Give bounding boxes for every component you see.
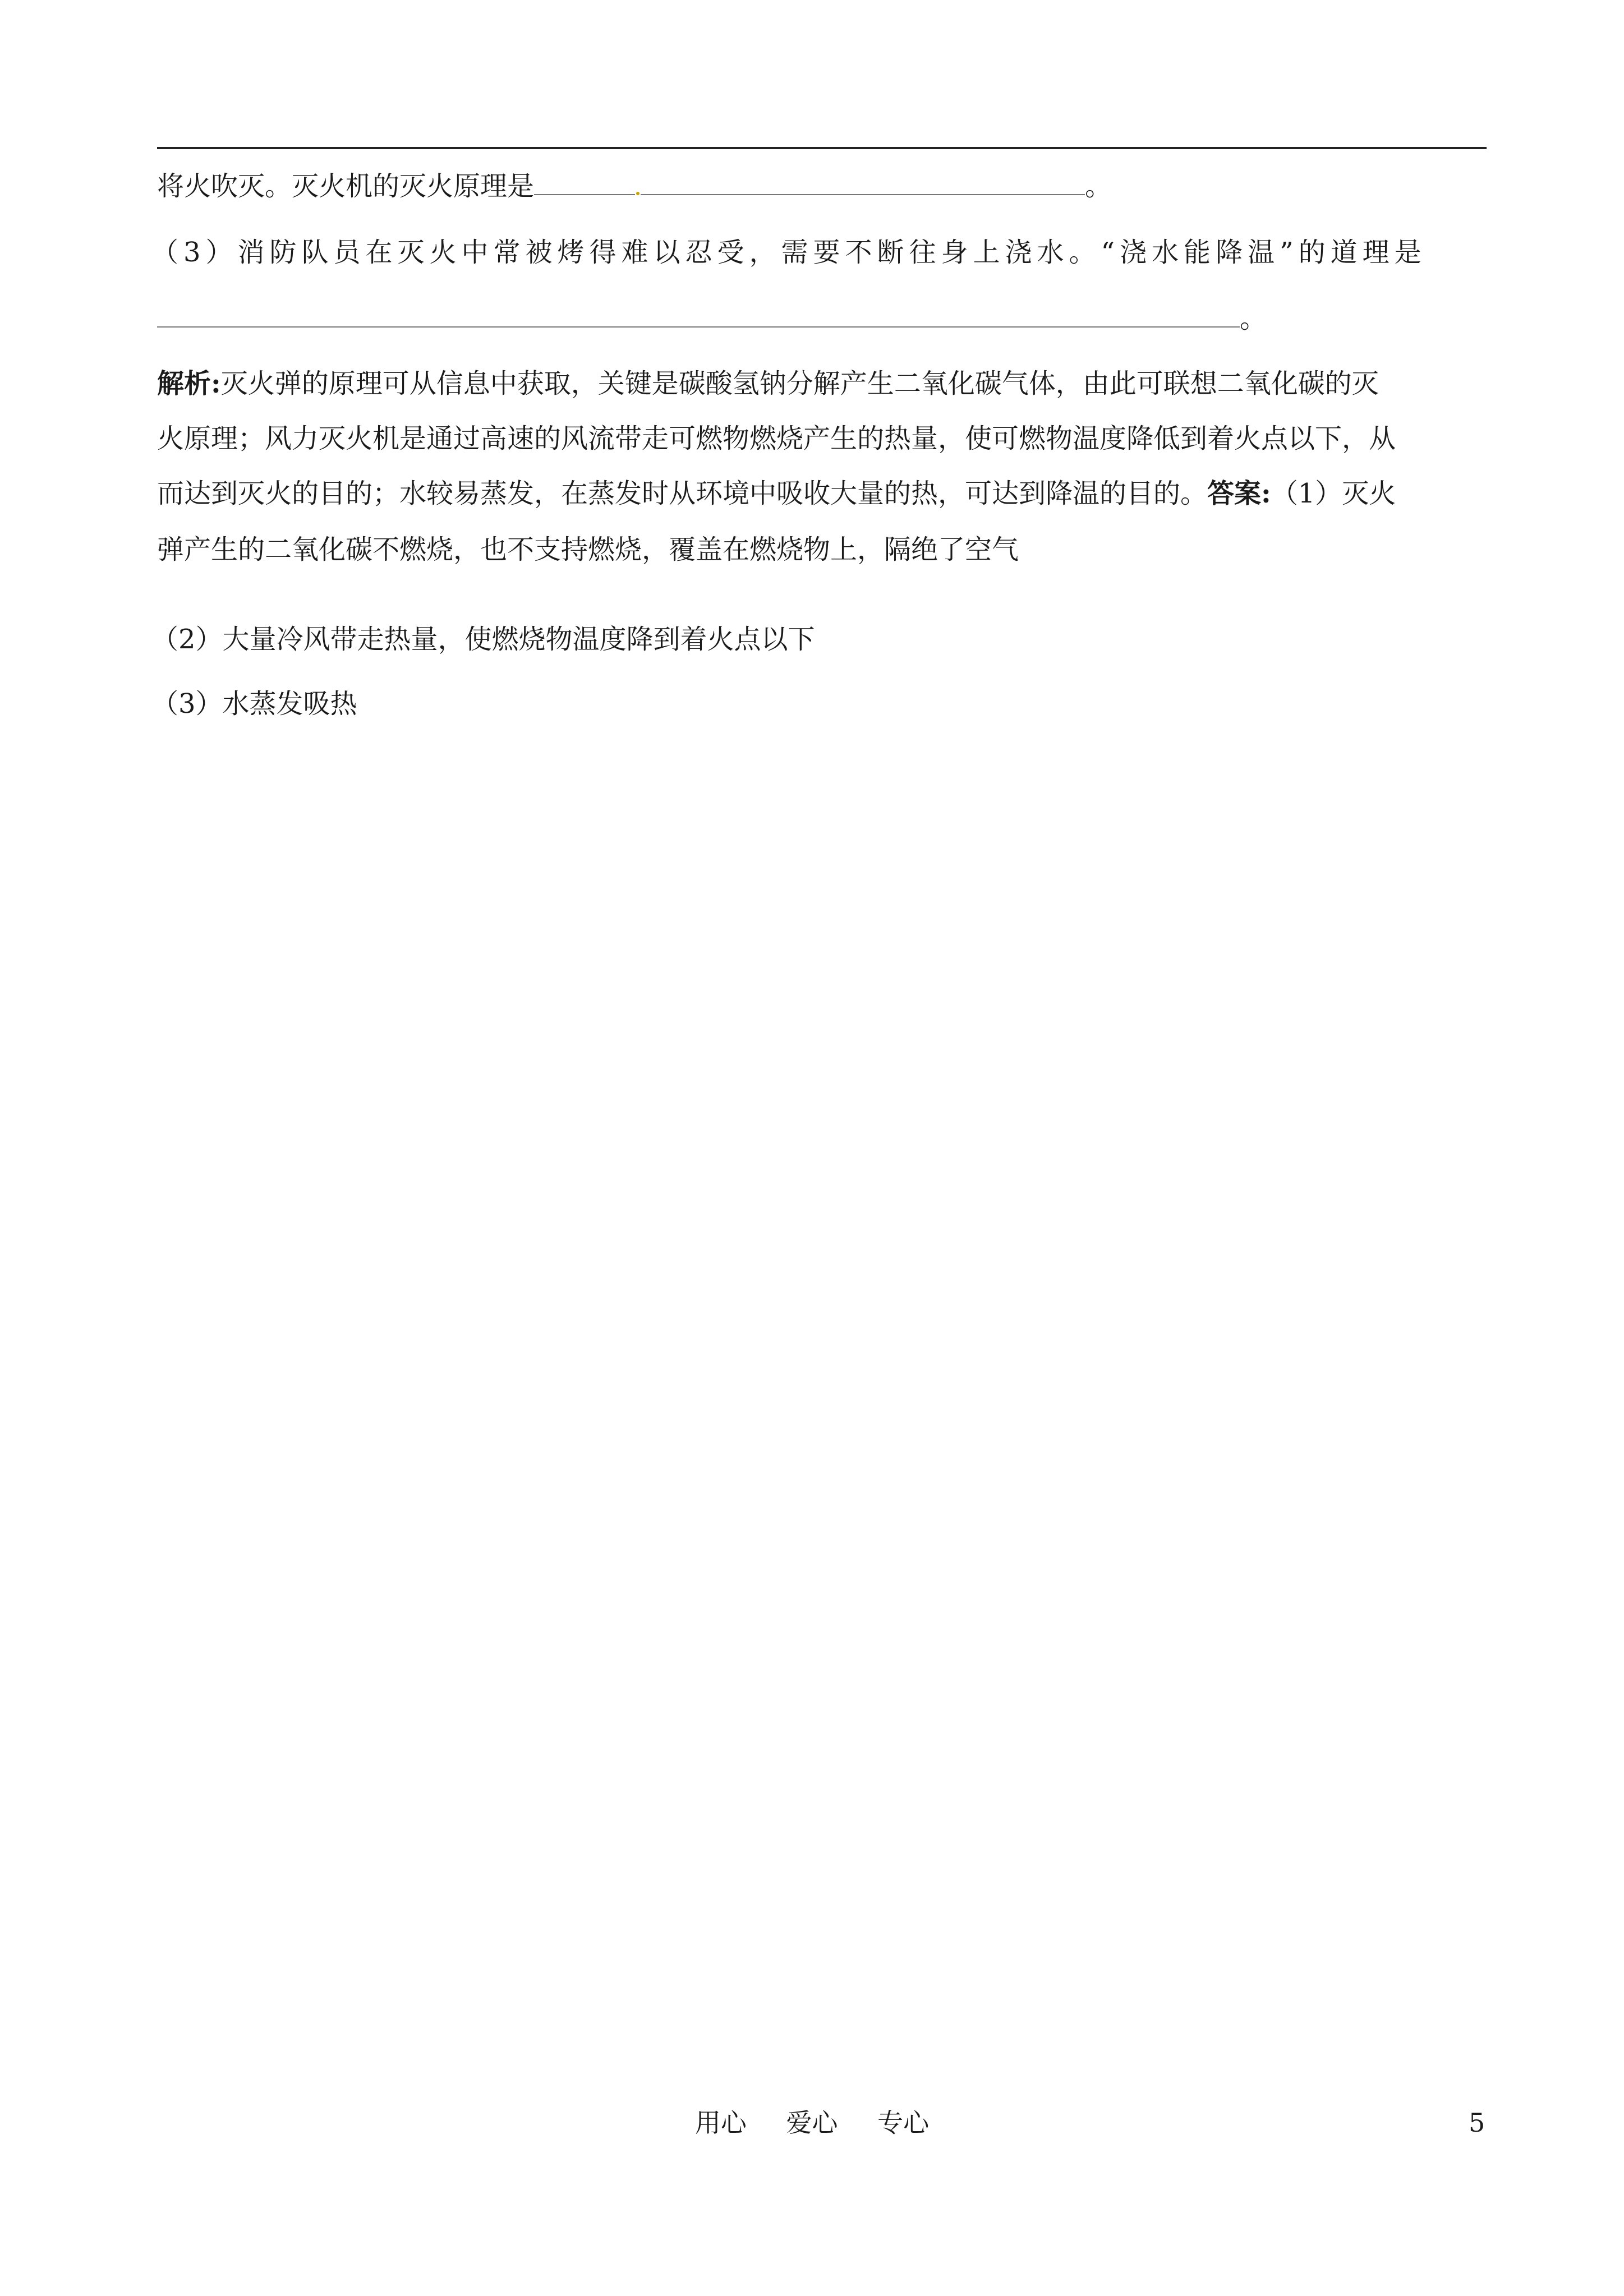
answer-2: （2）大量冷风带走热量，使燃烧物温度降到着火点以下 (151, 624, 815, 655)
question-2-tail (157, 169, 1112, 203)
question-2-text: 将火吹灭。灭火机的灭火原理是 (157, 170, 535, 202)
analysis-line-3 (157, 477, 1396, 510)
footer-motto-3: 专心 (877, 2108, 930, 2138)
footer-motto-1: 用心 (694, 2108, 747, 2138)
analysis-label: 解析: (157, 368, 221, 399)
question-2-end: 。 (1085, 170, 1112, 202)
analysis-line-1 (157, 367, 1379, 400)
page-footer (0, 2106, 1624, 2140)
answer-1-continued: 弹产生的二氧化碳不燃烧，也不支持燃烧，覆盖在燃烧物上，隔绝了空气 (157, 534, 1019, 565)
analysis-line-2: 火原理；风力灭火机是通过高速的风流带走可燃物燃烧产生的热量，使可燃物温度降低到着火点以下，从 (157, 423, 1396, 454)
analysis-text-3: 而达到灭火的目的；水较易蒸发，在蒸发时从环境中吸收大量的热，可达到降温的目的。 (157, 478, 1208, 509)
analysis-text-1: 灭火弹的原理可从信息中获取，关键是碳酸氢钠分解产生二氧化碳气体，由此可联想二氧化碳的灭 (220, 368, 1379, 399)
footer-motto-2: 爱心 (786, 2108, 838, 2138)
blank-marker-dot (636, 192, 640, 195)
answer-label: 答案: (1207, 478, 1271, 509)
answer-blank-2b (641, 172, 1085, 195)
answer-1-start: （1）灭火 (1271, 478, 1396, 509)
page-number: 5 (1469, 2108, 1485, 2138)
question-3-blank-line (157, 302, 1267, 335)
answer-blank-3 (157, 304, 1240, 328)
answer-blank-2a (534, 172, 635, 195)
header-rule (157, 147, 1487, 149)
question-3-end: 。 (1240, 303, 1267, 334)
question-3: （3）消防队员在灭火中常被烤得难以忍受，需要不断往身上浇水。“浇水能降温”的道理是 (151, 237, 1427, 268)
answer-3: （3）水蒸发吸热 (151, 688, 357, 720)
